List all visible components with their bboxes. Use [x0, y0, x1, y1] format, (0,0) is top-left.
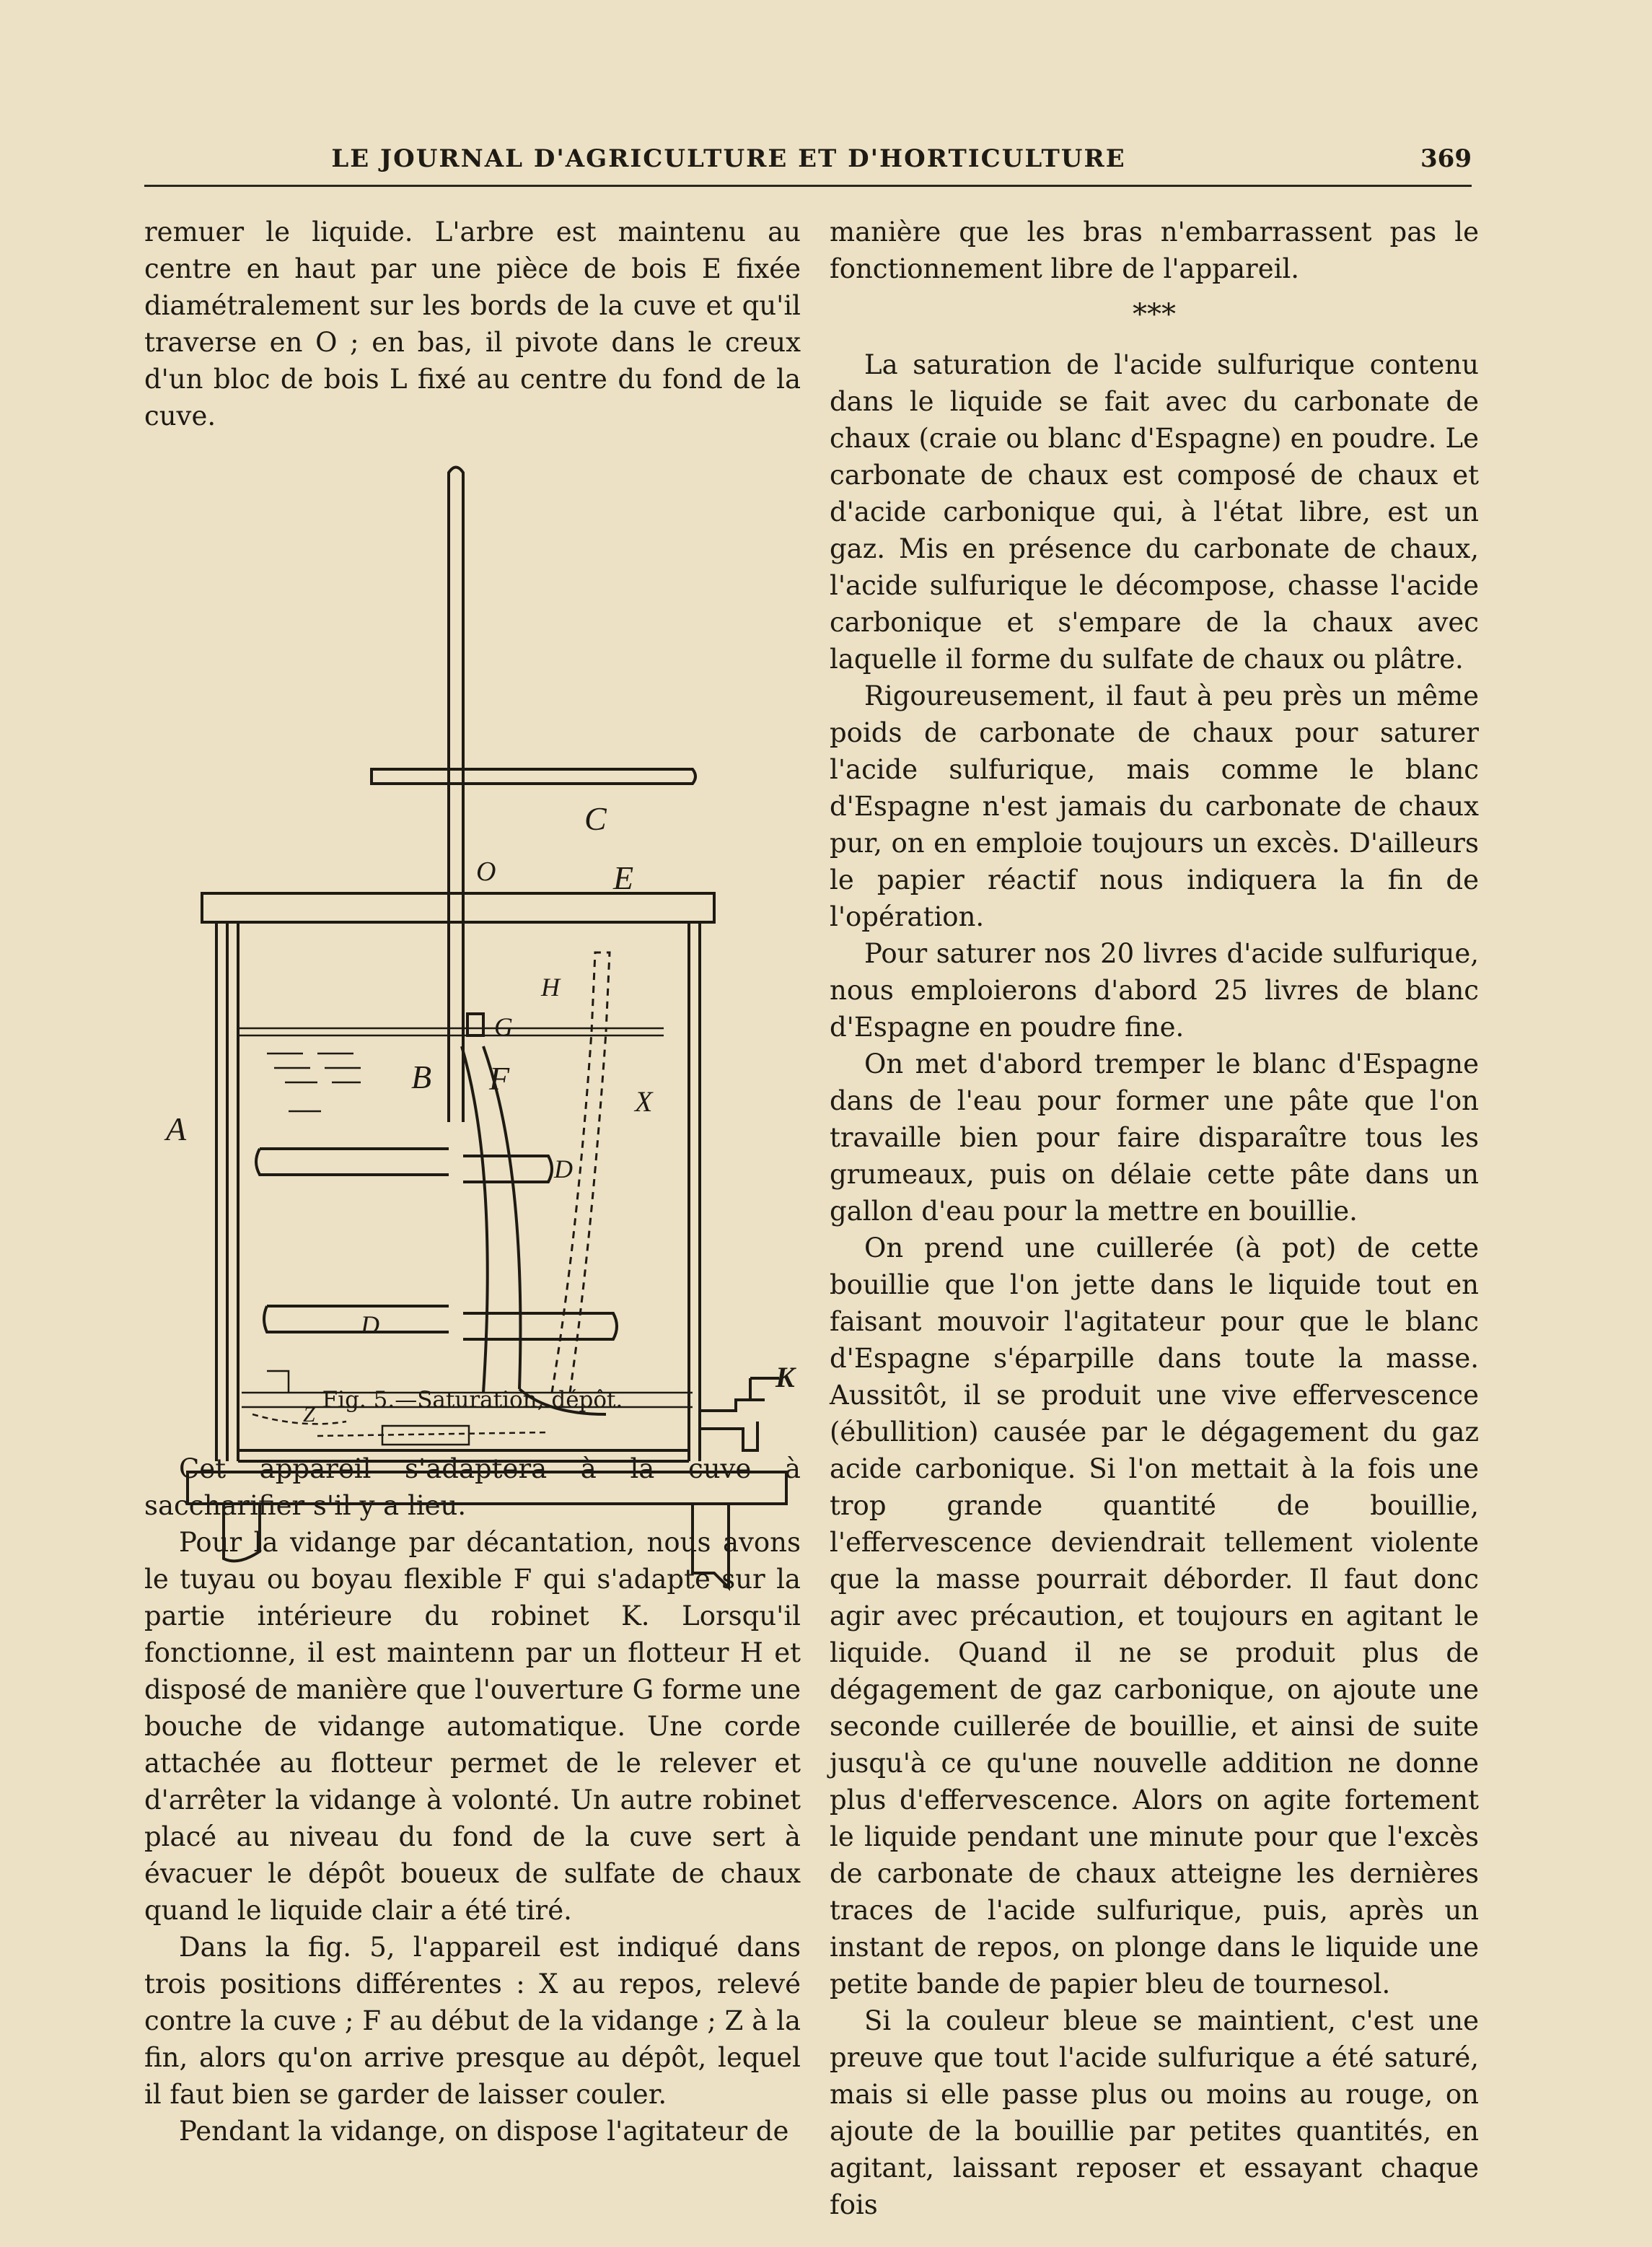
paragraph-intro: remuer le liquide. L'arbre est maintenu au centre en haut par une pièce de bois E fixée diamétralement sur les bords de la cuve et qu'il traverse en O ; en bas, il pivote dans le creux d'un bloc de bois L fixé au centre du fond de la cuve. — [144, 216, 801, 432]
figure-5 — [144, 447, 801, 1450]
label-k: K — [776, 1361, 795, 1393]
label-o: O — [476, 857, 496, 887]
paragraph-agitator: Pendant la vidange, on dispose l'agitateur de — [179, 2116, 789, 2147]
section-separator: *** — [1133, 298, 1176, 331]
right-column — [830, 214, 1479, 2223]
paragraph-test: Si la couleur bleue se maintient, c'est une preuve que tout l'acide sulfurique a été saturé, mais si elle passe plus ou moins au rouge, on ajoute de la bouillie par petites quantités, en agitant, laissant reposer et essayant chaque fois — [830, 2005, 1479, 2220]
paddle-upper — [256, 1149, 552, 1182]
paragraph-positions: Dans la fig. 5, l'appareil est indiqué dans trois positions différentes : X au repos, relevé contre la cuve ; F au début de la vidange ; Z à la fin, alors qu'on arrive presque au dépôt, lequel il faut bien se garder de laisser couler. — [144, 1932, 801, 2110]
label-d-upper: D — [554, 1155, 573, 1183]
liquid-level-lines — [240, 1028, 664, 1111]
paragraph-continuation: manière que les bras n'embarrassent pas le fonctionnement libre de l'appareil. — [830, 216, 1479, 284]
paragraph-saturation: La saturation de l'acide sulfurique contenu dans le liquide se fait avec du carbonate de chaux (craie ou blanc d'Espagne) en poudre. Le carbonate de chaux est composé de chaux et d'acide carbonique qui, à l'état libre, est un gaz. Mis en présence du carbonate de chaux, l'acide sulfurique le décompose, chasse l'acide carbonique et s'empare de la chaux avec laquelle il forme du sulfate de chaux ou plâtre. — [830, 349, 1479, 675]
label-h: H — [541, 973, 560, 1002]
paragraph-rigoureusement: Rigoureusement, il faut à peu près un même poids de carbonate de chaux pour saturer l'acide sulfurique, mais comme le blanc d'Espagne n'est jamais du carbonate de chaux pur, on en emploie toujours un excès. D'ailleurs le papier réactif nous indiquera la fin de l'opération. — [830, 680, 1479, 932]
figure-caption: Fig. 5.—Saturation, dépôt. — [322, 1387, 623, 1413]
journal-title: LE JOURNAL D'AGRICULTURE ET D'HORTICULTURE — [331, 144, 1126, 173]
left-column — [144, 214, 801, 2150]
header-rule — [144, 185, 1472, 187]
paragraph-procedure: On prend une cuillerée (à pot) de cette bouillie que l'on jette dans le liquide tout en faisant mouvoir l'agitateur pour que le blanc d'Espagne s'éparpille dans toute la masse. Aussitôt, il se produit une vive effervescence (ébullition) causée par le dégagement du gaz acide carbonique. Si l'on mettait à la fois une trop grande quantité de bouillie, l'effervescence deviendrait tellement violente que la masse pourrait déborder. Il faut donc agir avec précaution, et toujours en agitant le liquide. Quand il ne se produit plus de dégagement de gaz carbonique, on ajoute une seconde cuillerée de bouillie, et ainsi de suite jusqu'à ce qu'une nouvelle addition ne donne plus d'effervescence. Alors on agite fortement le liquide pendant une minute pour que l'excès de carbonate de chaux atteigne les dernières traces de l'acide sulfurique, puis, après un instant de repos, on plonge dans le liquide une petite bande de papier bleu de tournesol. — [830, 1232, 1479, 1999]
label-c: C — [584, 800, 607, 837]
label-f: F — [489, 1060, 510, 1097]
float-h — [467, 1014, 483, 1035]
running-header — [144, 144, 1472, 180]
label-g: G — [494, 1012, 513, 1041]
agitator-handle — [372, 769, 695, 784]
label-z: Z — [303, 1403, 315, 1427]
page-number: 369 — [1420, 144, 1472, 173]
paragraph-adapt: Cet appareil s'adaptera à la cuve à saccharifier s'il y a lieu. — [144, 1453, 801, 1521]
tank-lid — [202, 893, 714, 922]
central-shaft — [449, 468, 463, 1123]
label-e: E — [613, 859, 634, 896]
label-x: X — [635, 1085, 653, 1118]
label-b: B — [411, 1059, 432, 1095]
label-d-lower: D — [361, 1310, 379, 1339]
flexible-tube — [462, 1046, 606, 1414]
label-a: A — [166, 1111, 187, 1147]
paragraph-preparation: On met d'abord tremper le blanc d'Espagne dans de l'eau pour former une pâte que l'on travaille bien pour faire disparaître tous les grumeaux, puis on délaie cette pâte dans un gallon d'eau pour la mettre en bouillie. — [830, 1048, 1479, 1227]
paragraph-vidange: Pour la vidange par décantation, nous avons le tuyau ou boyau flexible F qui s'adapte sur la partie intérieure du robinet K. Lorsqu'il fonctionne, il est maintenn par un flotteur H et disposé de manière que l'ouverture G forme une bouche de vidange automatique. Une corde attachée au flotteur permet de le relever et d'arrêter la vidange à volonté. Un autre robinet placé au niveau du fond de la cuve sert à évacuer le dépôt boueux de sulfate de chaux quand le liquide clair a été tiré. — [144, 1527, 801, 1926]
paragraph-quantities: Pour saturer nos 20 livres d'acide sulfurique, nous emploierons d'abord 25 livres de blanc d'Espagne en poudre fine. — [830, 938, 1479, 1043]
